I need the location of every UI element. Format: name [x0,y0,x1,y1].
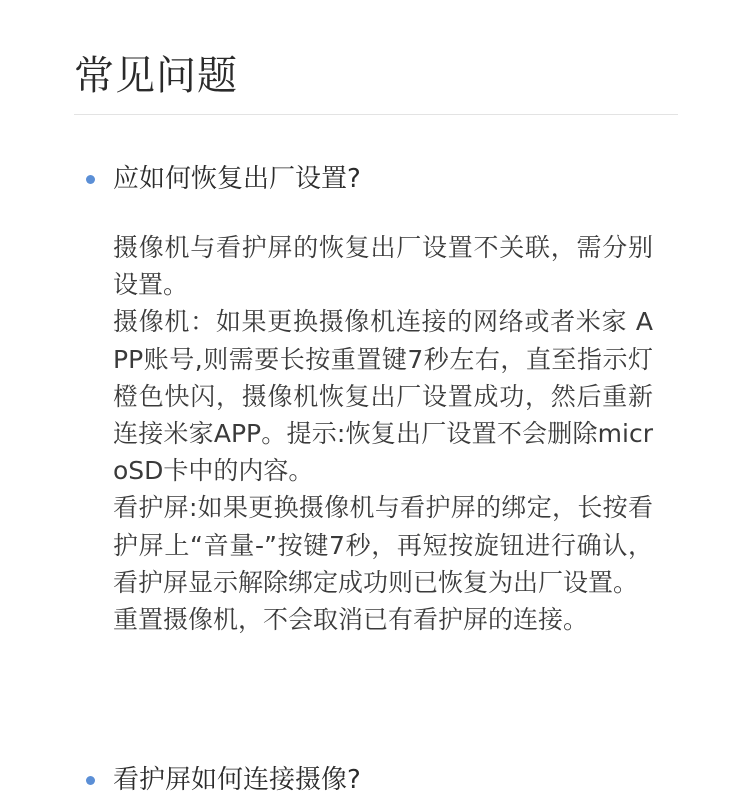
bullet-dot-icon [86,776,95,785]
faq-question-2-text: 看护屏如何连接摄像? [113,765,361,795]
faq-question-1-text: 应如何恢复出厂设置? [113,164,361,194]
answer-paragraph-intro: 摄像机与看护屏的恢复出厂设置不关联，需分别设置。 [113,233,653,300]
answer-paragraph-note: 重置摄像机，不会取消已有看护屏的连接。 [113,605,589,635]
faq-question-2 [86,762,361,798]
faq-question-1 [86,161,361,197]
bullet-dot-icon [86,175,95,184]
answer-paragraph-monitor: 看护屏:如果更换摄像机与看护屏的绑定，长按看护屏上“音量-”按键7秒，再短按旋钮进行确认，看护屏显示解除绑定成功则已恢复为出厂设置。 [113,493,653,597]
page-title: 常见问题 [74,53,238,99]
faq-answer-1 [113,229,653,638]
answer-paragraph-camera: 摄像机：如果更换摄像机连接的网络或者米家 APP账号,则需要长按重置键7秒左右，直至指示灯橙色快闪，摄像机恢复出厂设置成功，然后重新连接米家APP。提示:恢复出厂设置不会删除microSD卡中的内容。 [113,307,653,486]
title-divider [74,114,678,115]
